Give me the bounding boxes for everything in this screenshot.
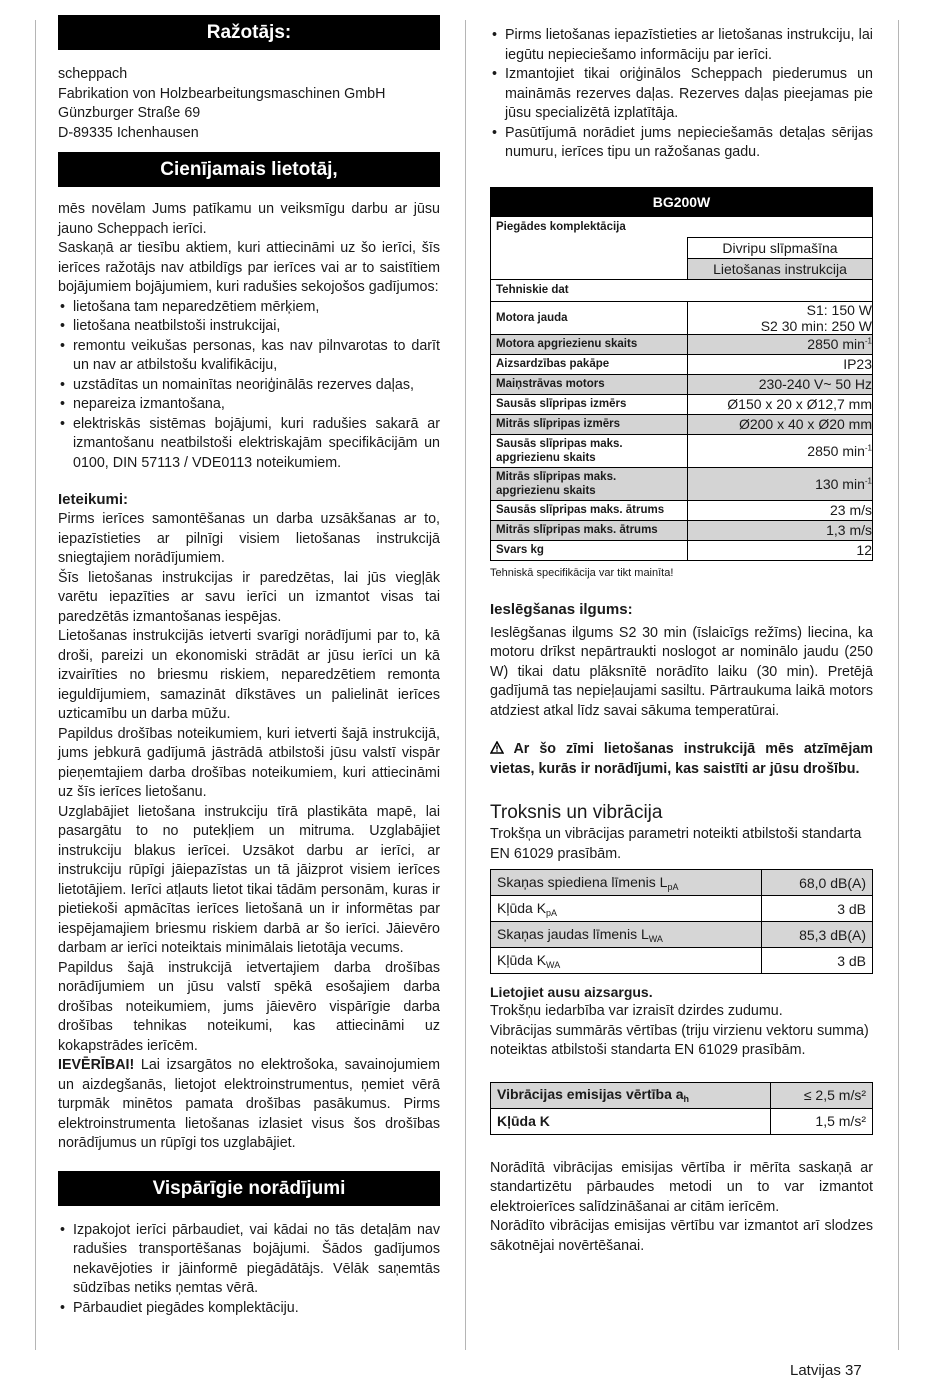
spec-value	[688, 500, 873, 520]
spec-value-text: 230-240 V~ 50 Hz	[758, 376, 872, 392]
right-column	[490, 26, 873, 1256]
general-list-right	[490, 26, 873, 163]
list-item: • Izpakojot ierīci pārbaudiet, vai kādai no tās detaļām nav radušies transportēšanas bojājumi. Šādos gadījumos nekavējoties ir jāinformē piegādātājs. Vēlāk saņemtās sūdzības netiks ņemtas vērā.	[58, 1221, 440, 1299]
delivery-item: Divripu slīpmašīna	[688, 237, 873, 258]
intro-paragraph: mēs novēlam Jums patīkamu un veiksmīgu darbu ar jūsu jauno Scheppach ierīci.	[58, 201, 440, 237]
vibration-table	[490, 1082, 873, 1135]
spec-value-text: 2850 min	[807, 442, 865, 459]
vibration-paragraph: Norādītā vibrācijas emisijas vērtība ir mērīta saskaņā ar standartizētu pārbaudes metodi un to var izmantot elektroierīces salīdzināšanai ar citām ierīcēm.	[490, 1159, 873, 1215]
spec-value	[688, 354, 873, 374]
spec-value-text: S1: 150 W	[806, 301, 872, 318]
spec-row	[491, 354, 873, 374]
noise-value: 3 dB	[761, 896, 872, 922]
vibration-label: Kļūda K	[491, 1108, 771, 1134]
spec-label: Sausās slīpripas maks. apgriezienu skaits	[491, 434, 688, 467]
spec-value-exponent: -1	[864, 336, 872, 346]
spec-value-text: 12	[856, 542, 872, 558]
spec-value-text: 1,3 m/s	[826, 522, 872, 538]
spec-value	[688, 394, 873, 414]
recommendations-heading: Ieteikumi:	[58, 491, 129, 508]
general-list-left	[58, 1221, 440, 1319]
spec-label: Svars kg	[491, 540, 688, 560]
spec-value	[688, 434, 873, 467]
manufacturer-heading: Ražotājs:	[58, 15, 440, 50]
column-divider	[465, 20, 466, 1350]
spec-table	[490, 187, 873, 561]
spec-label: Mitrās slīpripas maks. apgriezienu skaits	[491, 467, 688, 500]
spec-row	[491, 414, 873, 434]
spec-value	[688, 374, 873, 394]
dear-user-heading: Cienījamais lietotāj,	[58, 152, 440, 187]
page-footer: Latvijas 37	[790, 1362, 862, 1379]
spec-row	[491, 301, 873, 334]
noise-value: 85,3 dB(A)	[761, 922, 872, 948]
spec-value-text: 2850 min	[807, 336, 865, 352]
spec-value-text: Ø150 x 20 x Ø12,7 mm	[727, 396, 872, 412]
spec-value	[688, 520, 873, 540]
attention-label: IEVĒRĪBAI!	[58, 1057, 135, 1073]
spec-value	[688, 467, 873, 500]
noise-heading: Troksnis un vibrācija	[490, 802, 663, 823]
noise-value: 3 dB	[761, 948, 872, 974]
noise-label: Skaņas spiediena līmenis $L_{pA}$	[491, 870, 762, 896]
paragraph: Papildus drošības noteikumiem, kuri ietverti šajā instrukcijā, jums jebkurā gadījumā jāstrādā atbilstoši jūsu valstī vispār pieņemtajiem darba drošības noteikumiem, kuri attiecināmi uz šīs ierīces lietošanu.	[58, 725, 440, 800]
spec-note: Tehniskā specifikācija var tikt mainīta!	[490, 566, 674, 579]
spec-value	[688, 414, 873, 434]
spec-value-exponent: -1	[864, 442, 872, 452]
list-item: • nepareiza izmantošana,	[58, 395, 440, 415]
address-line: scheppach	[58, 66, 128, 82]
list-item: • lietošana tam neparedzētiem mērķiem,	[58, 298, 440, 318]
spec-value	[688, 334, 873, 354]
spec-label: Motora jauda	[491, 301, 688, 334]
noise-label: Kļūda $K_{pA}$	[491, 896, 762, 922]
spec-label: Aizsardzības pakāpe	[491, 354, 688, 374]
spec-label: Sausās slīpripas izmērs	[491, 394, 688, 414]
spec-value-text: 23 m/s	[829, 502, 872, 518]
paragraph: Pirms ierīces samontēšanas un darba uzsākšanas ar to, iepazīstieties ar pilnīgi visiem lietošanas instrukcijā sniegtajiem norādījumiem.	[58, 511, 440, 566]
right-margin-rule	[898, 20, 899, 1350]
vibration-values-text: Vibrācijas summārās vērtības (triju virzienu vektoru summa) noteiktas atbilstoši standarta EN 61029 prasībām.	[490, 1022, 869, 1058]
noise-value: 68,0 dB(A)	[761, 870, 872, 896]
spec-row	[491, 540, 873, 560]
vibration-label: Vibrācijas emisijas vērtība $a_h$	[491, 1082, 771, 1108]
spec-row	[491, 394, 873, 414]
spec-value-text: 130 min	[815, 475, 865, 492]
spec-row	[491, 334, 873, 354]
attention-paragraph	[58, 1056, 440, 1154]
spec-row	[491, 434, 873, 467]
ear-protection-text: Trokšņu iedarbība var izraisīt dzirdes zudumu.	[490, 1003, 783, 1019]
list-item: • Izmantojiet tikai oriģinālos Scheppach piederumus un maināmās rezerves daļas. Rezerves daļas pieejamas pie jūsu specializētā izplatītāja.	[490, 65, 873, 124]
attention-text: Lai izsargātos no elektrošoka, savainojumiem un aizdegšanās, lietojot elektroinstrumentus, ņemiet vērā turpmāk minētos pamata drošības pasākumus. Pirms elektroinstrumenta lietošanas izlasiet visus šos drošības norādījumus un rūpīgi tos uzglabājiet.	[58, 1057, 440, 1151]
vibration-row	[491, 1108, 873, 1134]
left-margin-rule	[35, 20, 36, 1350]
vibration-value: 1,5 m/s²	[770, 1108, 872, 1134]
list-item: • remontu veikušas personas, kas nav pilnvarotas to darīt un nav ar atbilstošu kvalifikāciju,	[58, 337, 440, 376]
spec-value-text: Ø200 x 40 x Ø20 mm	[738, 416, 872, 432]
noise-row	[491, 870, 873, 896]
liability-paragraph: Saskaņā ar tiesību aktiem, kuri attiecināmi uz šo ierīci, šīs ierīces ražotājs nav atbildīgs par ierīces vai ar to saistītiem bojājumiem bojājumiem, kuri radušies sekojošos gadījumos:	[58, 240, 440, 295]
spec-label: Sausās slīpripas maks. ātrums	[491, 500, 688, 520]
spec-row	[491, 374, 873, 394]
spec-label: Mitrās slīpripas maks. ātrums	[491, 520, 688, 540]
delivery-item: Lietošanas instrukcija	[688, 258, 873, 279]
address-line: Günzburger Straße 69	[58, 105, 201, 121]
paragraph: Lietošanas instrukcijās ietverti svarīgi norādījumi par to, kā droši, pareizi un ekonomiski strādāt ar jūsu ierīci un kā izvairīties no briesmu riskiem, neparedzētiem remonta ieguldījumiem, samazināt dīkstāves un palielināt ierīces uzticamību un darba mūžu.	[58, 628, 440, 722]
address-line: Fabrikation von Holzbearbeitungsmaschinen GmbH	[58, 85, 386, 102]
warning-note-text: Ar šo zīmi lietošanas instrukcijā mēs atzīmējam vietas, kurās ir norādījumi, kas saistīti ar jūsu drošību.	[490, 741, 873, 777]
list-item: • Pārbaudiet piegādes komplektāciju.	[58, 1299, 440, 1319]
spec-value-text: IP23	[843, 356, 872, 372]
noise-row	[491, 896, 873, 922]
spec-delivery-label: Piegādes komplektācija	[491, 216, 873, 237]
duty-heading: Ieslēgšanas ilgums:	[490, 600, 633, 618]
spec-value-exponent: -1	[864, 475, 872, 485]
vibration-row	[491, 1082, 873, 1108]
spec-label: Maiņstrāvas motors	[491, 374, 688, 394]
noise-label: Kļūda $K_{WA}$	[491, 948, 762, 974]
noise-label: Skaņas jaudas līmenis $L_{WA}$	[491, 922, 762, 948]
spec-tech-label: Tehniskie dat	[491, 279, 873, 301]
spec-value	[688, 540, 873, 560]
paragraph: Papildus šajā instrukcijā ietvertajiem darba drošības norādījumiem un jūsu valstī spēkā esošajiem darba drošības noteikumiem, jums jāievēro vispārīgie darba drošības tehnikas noteikumi, kas attiecināmi uz kokapstrādes ierīcēm.	[58, 959, 440, 1054]
list-item: • Pirms lietošanas iepazīstieties ar lietošanas instrukciju, lai iegūtu nepieciešamo informāciju par ierīci.	[490, 26, 873, 65]
spec-row	[491, 520, 873, 540]
noise-row	[491, 922, 873, 948]
manufacturer-address	[58, 65, 440, 143]
spec-label: Mitrās slīpripas izmērs	[491, 414, 688, 434]
liability-list	[58, 298, 440, 474]
noise-row	[491, 948, 873, 974]
address-line: D-89335 Ichenhausen	[58, 124, 199, 141]
list-item: • elektriskās sistēmas bojājumi, kuri radušies sakarā ar izmantošanu neatbilstoši elektriskajām specifikācijām un 0100, DIN 57113 / VDE0113 noteikumiem.	[58, 415, 440, 474]
warning-triangle-icon	[490, 741, 504, 754]
spec-value-text: S2 30 min: 250 W	[760, 317, 872, 334]
spec-label: Motora apgriezienu skaits	[491, 334, 688, 354]
spec-value	[688, 301, 873, 334]
noise-intro: Trokšņa un vibrācijas parametri noteikti atbilstoši standarta EN 61029 prasībām.	[490, 826, 862, 862]
left-column	[58, 15, 440, 1318]
spec-row	[491, 500, 873, 520]
vibration-paragraph: Norādīto vibrācijas emisijas vērtību var izmantot arī slodzes sākotnējai novērtēšanai.	[490, 1218, 873, 1254]
list-item: • Pasūtījumā norādiet jums nepieciešamās detaļas sērijas numuru, ierīces tipu un ražošanas gadu.	[490, 124, 873, 163]
paragraph: Šīs lietošanas instrukcijas ir paredzētas, lai jūs viegļāk varētu iepazīties ar savu ierīci un izmantot visas tai paredzētās izmantošanas iespējas.	[58, 569, 440, 625]
general-heading: Vispārīgie norādījumi	[58, 1171, 440, 1206]
vibration-value: ≤ 2,5 m/s²	[770, 1082, 872, 1108]
list-item: • uzstādītas un nomainītas neoriģinālās rezerves daļas,	[58, 376, 440, 396]
ear-protection-heading: Lietojiet ausu aizsargus.	[490, 984, 653, 1000]
warning-note	[490, 740, 873, 779]
spec-row	[491, 467, 873, 500]
noise-table	[490, 869, 873, 974]
duty-text: Ieslēgšanas ilgums S2 30 min (īslaicīgs režīms) liecina, ka motoru drīkst nepārtraukti noslogot ar nominālo jaudu (250 W) tikai datu plāksnītē norādīto laiku (30 min). Pretējā gadījumā tas nepieļaujami sasiltu. Pārtraukuma laikā motors atdziest atkal līdz savai sākuma temperatūrai.	[490, 624, 873, 719]
list-item: • lietošana neatbilstoši instrukcijai,	[58, 317, 440, 337]
spec-model: BG200W	[491, 187, 873, 216]
paragraph: Uzglabājiet lietošana instrukciju tīrā plastikāta mapē, lai pasargātu to no putekļiem un mitruma. Uzglabājiet instrukciju blakus ierīcei. Uzsākot darbu ar ierīci, ar instrukciju rūpīgi jāiepazīstas un tā jāizprot visiem ierīces lietotājiem. Ierīci atļauts lietot tikai tādām personām, kuras ir pietiekoši apmācītas ierīces lietošanā un ir informētas par iespējamajiem briesmu riskiem darbā ar šo ierīci. Jāievēro darbam ar ierīci noteiktais minimālais lietotāja vecums.	[58, 803, 440, 956]
